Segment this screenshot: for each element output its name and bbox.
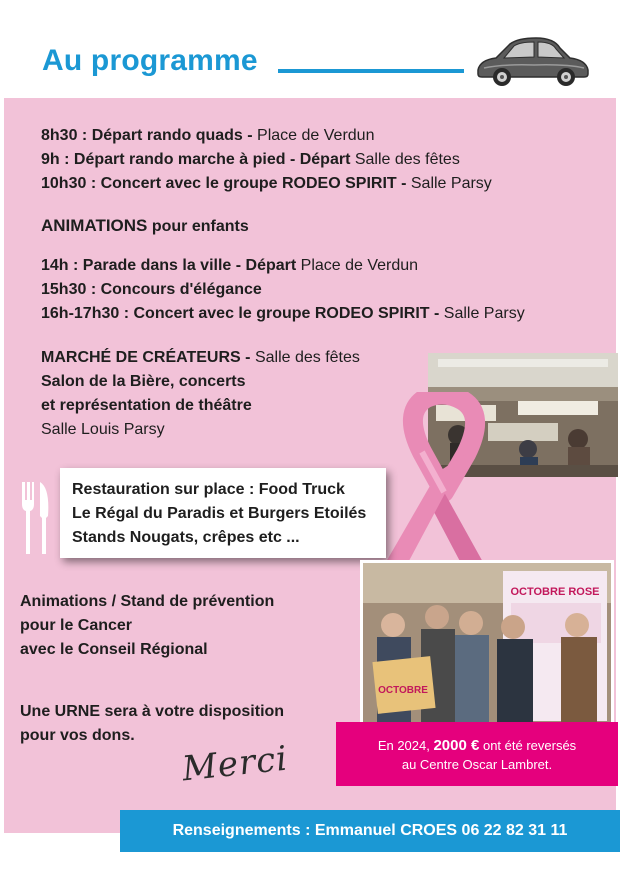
food-line: Stands Nougats, crêpes etc ... [72, 529, 300, 546]
market-line: Salon de la Bière, concerts [41, 373, 246, 390]
market-line: et représentation de théâtre [41, 397, 252, 414]
schedule-line: 16h-17h30 : Concert avec le groupe RODEO SPIRIT - Salle Parsy [41, 305, 525, 322]
board-text: OCTOBRE [378, 685, 428, 696]
octobre-rose-sign-text: OCTOBRE ROSE [510, 586, 600, 598]
market-venue: Salle Louis Parsy [41, 421, 165, 438]
schedule-line: 8h30 : Départ rando quads - Place de Verdun [41, 127, 375, 144]
food-line: Le Régal du Paradis et Burgers Etoilés [72, 505, 367, 522]
animations-heading: ANIMATIONS pour enfants [41, 216, 249, 235]
food-box [60, 468, 386, 558]
market-section [41, 346, 360, 442]
fork-knife-icon [20, 480, 52, 556]
afternoon-schedule [41, 254, 525, 326]
donation-box [336, 722, 618, 786]
title-underline [278, 69, 464, 73]
merci-signature: Merci [180, 738, 290, 790]
donation-line2: au Centre Oscar Lambret. [401, 757, 553, 772]
group-photo [360, 560, 614, 728]
prevention-line: Animations / Stand de prévention [20, 593, 275, 610]
schedule-line: 10h30 : Concert avec le groupe RODEO SPIRIT - Salle Parsy [41, 175, 492, 192]
donation-line1: En 2024, 2000 € ont été reversés [377, 737, 577, 754]
schedule-line: 9h : Départ rando marche à pied - Départ Salle des fêtes [41, 151, 460, 168]
schedule-line: 14h : Parade dans la ville - Départ Place de Verdun [41, 257, 419, 274]
market-heading: MARCHÉ DE CRÉATEURS - Salle des fêtes [41, 349, 360, 366]
urne-line: pour vos dons. [20, 727, 135, 744]
prevention-section [20, 590, 274, 662]
vintage-car-icon [474, 30, 592, 88]
food-line: Restauration sur place : Food Truck [72, 481, 345, 498]
urne-section [20, 700, 284, 748]
page-title: Au programme [42, 44, 258, 77]
urne-line: Une URNE sera à votre disposition [20, 703, 285, 720]
contact-footer: Renseignements : Emmanuel CROES 06 22 82 31 11 [120, 810, 620, 852]
prevention-line: pour le Cancer [20, 617, 133, 634]
schedule-line: 15h30 : Concours d'élégance [41, 281, 262, 298]
prevention-line: avec le Conseil Régional [20, 641, 208, 658]
morning-schedule [41, 124, 492, 196]
